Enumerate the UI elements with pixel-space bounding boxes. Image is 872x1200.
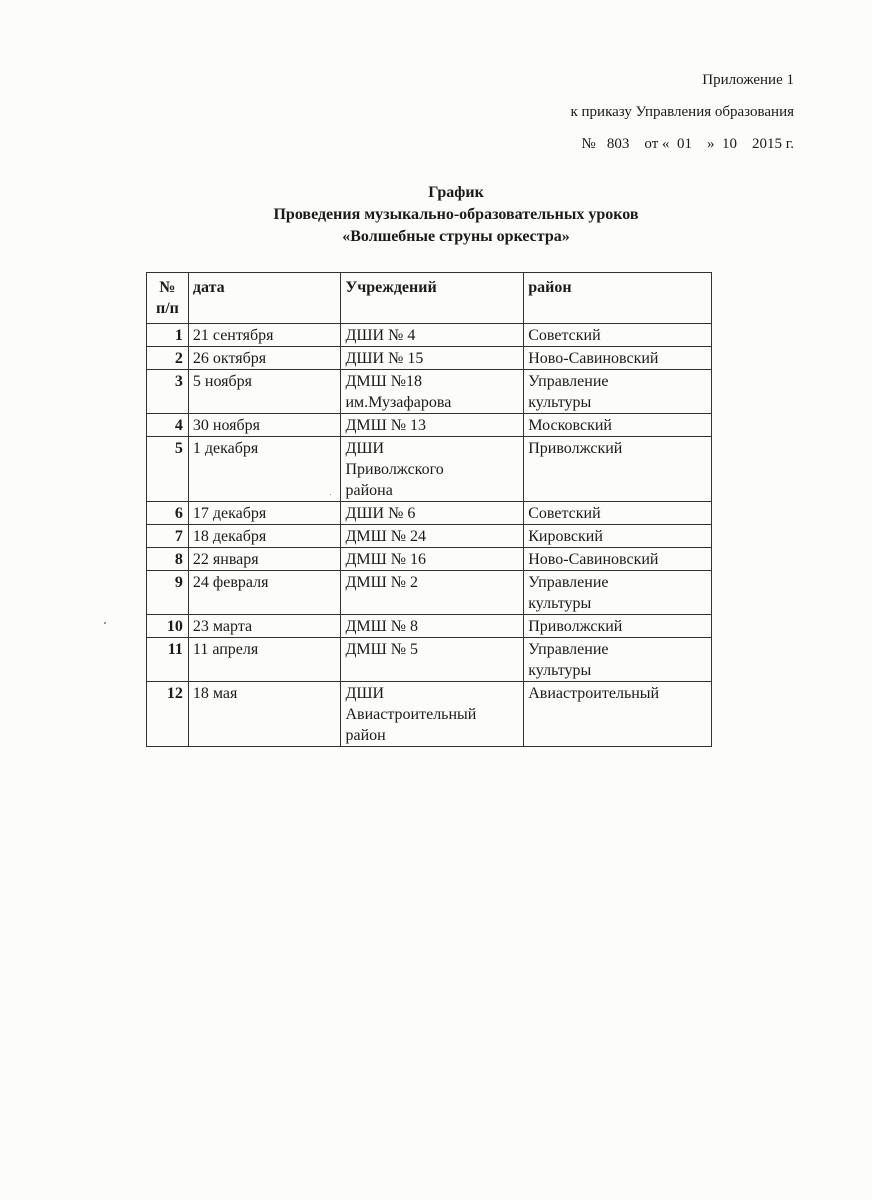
table-row bbox=[147, 638, 712, 682]
header-institution: Учреждений bbox=[341, 273, 524, 324]
header-num bbox=[147, 273, 189, 324]
title-line-1: График bbox=[428, 184, 484, 201]
district-line: культуры bbox=[528, 595, 592, 612]
appendix-line: Приложение 1 bbox=[702, 72, 794, 88]
row-institution bbox=[341, 571, 524, 615]
table-header-row bbox=[147, 273, 712, 324]
row-institution bbox=[341, 437, 524, 502]
order-year: 2015 г. bbox=[752, 136, 794, 152]
row-date: 1 декабря bbox=[188, 437, 341, 502]
institution-line: ДШИ № 4 bbox=[345, 327, 416, 344]
row-district bbox=[524, 548, 712, 571]
district-line: Советский bbox=[528, 505, 601, 522]
document-title bbox=[0, 182, 872, 248]
row-district bbox=[524, 525, 712, 548]
table-row bbox=[147, 548, 712, 571]
row-date: 24 февраля bbox=[188, 571, 341, 615]
title-line-3: «Волшебные струны оркестра» bbox=[342, 228, 570, 245]
row-institution bbox=[341, 682, 524, 747]
schedule-body bbox=[147, 324, 712, 747]
table-row bbox=[147, 571, 712, 615]
row-date: 21 сентября bbox=[188, 324, 341, 347]
district-line: культуры bbox=[528, 394, 592, 411]
institution-line: ДМШ № 2 bbox=[345, 574, 419, 591]
institution-line: Приволжского bbox=[345, 461, 444, 478]
header-date: дата bbox=[188, 273, 341, 324]
district-line: Советский bbox=[528, 327, 601, 344]
institution-line: ДМШ № 16 bbox=[345, 551, 427, 568]
table-row bbox=[147, 324, 712, 347]
row-number: 10 bbox=[147, 615, 189, 638]
order-day: 01 bbox=[677, 136, 693, 152]
appendix-header bbox=[570, 64, 794, 160]
row-date: 26 октября bbox=[188, 347, 341, 370]
row-district bbox=[524, 370, 712, 414]
row-institution bbox=[341, 502, 524, 525]
institution-line: им.Музафарова bbox=[345, 394, 452, 411]
order-number-date-line bbox=[570, 128, 794, 160]
table-row bbox=[147, 414, 712, 437]
district-line: Управление bbox=[528, 641, 609, 658]
table-row bbox=[147, 347, 712, 370]
district-line: Ново-Савиновский bbox=[528, 350, 659, 367]
scan-speck bbox=[330, 494, 331, 495]
table-row bbox=[147, 525, 712, 548]
row-date: 11 апреля bbox=[188, 638, 341, 682]
institution-line: ДШИ bbox=[345, 440, 385, 457]
institution-line: района bbox=[345, 482, 393, 499]
institution-line: ДМШ №18 bbox=[345, 373, 423, 390]
date-prefix: от « bbox=[644, 136, 670, 152]
row-district bbox=[524, 324, 712, 347]
title-line-2: Проведения музыкально-образовательных уроков bbox=[273, 206, 639, 223]
row-district bbox=[524, 615, 712, 638]
row-district bbox=[524, 437, 712, 502]
schedule-table bbox=[146, 272, 712, 747]
row-district bbox=[524, 347, 712, 370]
order-number: 803 bbox=[606, 136, 630, 152]
institution-line: ДМШ № 13 bbox=[345, 417, 427, 434]
institution-line: ДМШ № 5 bbox=[345, 641, 419, 658]
row-number: 1 bbox=[147, 324, 189, 347]
row-district bbox=[524, 414, 712, 437]
row-number: 8 bbox=[147, 548, 189, 571]
district-line: Ново-Савиновский bbox=[528, 551, 659, 568]
header-num-line-2: п/п bbox=[156, 300, 179, 317]
institution-line: ДМШ № 8 bbox=[345, 618, 419, 635]
row-district bbox=[524, 571, 712, 615]
row-number: 11 bbox=[147, 638, 189, 682]
date-mid: » bbox=[707, 136, 715, 152]
table-row bbox=[147, 615, 712, 638]
row-date: 23 марта bbox=[188, 615, 341, 638]
row-institution bbox=[341, 414, 524, 437]
district-line: Авиастроительный bbox=[528, 685, 660, 702]
institution-line: ДШИ bbox=[345, 685, 385, 702]
institution-line: ДМШ № 24 bbox=[345, 528, 427, 545]
table-row bbox=[147, 682, 712, 747]
row-date: 17 декабря bbox=[188, 502, 341, 525]
row-date: 18 мая bbox=[188, 682, 341, 747]
institution-line: ДШИ № 15 bbox=[345, 350, 424, 367]
order-number-prefix: № bbox=[581, 136, 596, 152]
district-line: Московский bbox=[528, 417, 612, 434]
row-date: 22 января bbox=[188, 548, 341, 571]
institution-line: район bbox=[345, 727, 386, 744]
scan-speck bbox=[104, 622, 106, 624]
row-number: 12 bbox=[147, 682, 189, 747]
row-institution bbox=[341, 638, 524, 682]
district-line: Приволжский bbox=[528, 440, 623, 457]
row-district bbox=[524, 502, 712, 525]
row-district bbox=[524, 682, 712, 747]
header-num-line-1: № bbox=[159, 279, 176, 296]
table-row bbox=[147, 370, 712, 414]
row-date: 30 ноября bbox=[188, 414, 341, 437]
table-row bbox=[147, 502, 712, 525]
row-institution bbox=[341, 347, 524, 370]
row-institution bbox=[341, 370, 524, 414]
row-number: 7 bbox=[147, 525, 189, 548]
row-number: 6 bbox=[147, 502, 189, 525]
district-line: Кировский bbox=[528, 528, 603, 545]
row-date: 5 ноября bbox=[188, 370, 341, 414]
row-number: 2 bbox=[147, 347, 189, 370]
institution-line: Авиастроительный bbox=[345, 706, 477, 723]
row-district bbox=[524, 638, 712, 682]
district-line: Управление bbox=[528, 574, 609, 591]
district-line: Управление bbox=[528, 373, 609, 390]
row-institution bbox=[341, 324, 524, 347]
row-institution bbox=[341, 525, 524, 548]
institution-line: ДШИ № 6 bbox=[345, 505, 416, 522]
order-month: 10 bbox=[722, 136, 738, 152]
order-reference-line: к приказу Управления образования bbox=[570, 104, 794, 120]
district-line: культуры bbox=[528, 662, 592, 679]
row-number: 5 bbox=[147, 437, 189, 502]
district-line: Приволжский bbox=[528, 618, 623, 635]
row-date: 18 декабря bbox=[188, 525, 341, 548]
header-district: район bbox=[524, 273, 712, 324]
row-institution bbox=[341, 615, 524, 638]
table-row bbox=[147, 437, 712, 502]
row-number: 4 bbox=[147, 414, 189, 437]
row-number: 9 bbox=[147, 571, 189, 615]
row-institution bbox=[341, 548, 524, 571]
row-number: 3 bbox=[147, 370, 189, 414]
